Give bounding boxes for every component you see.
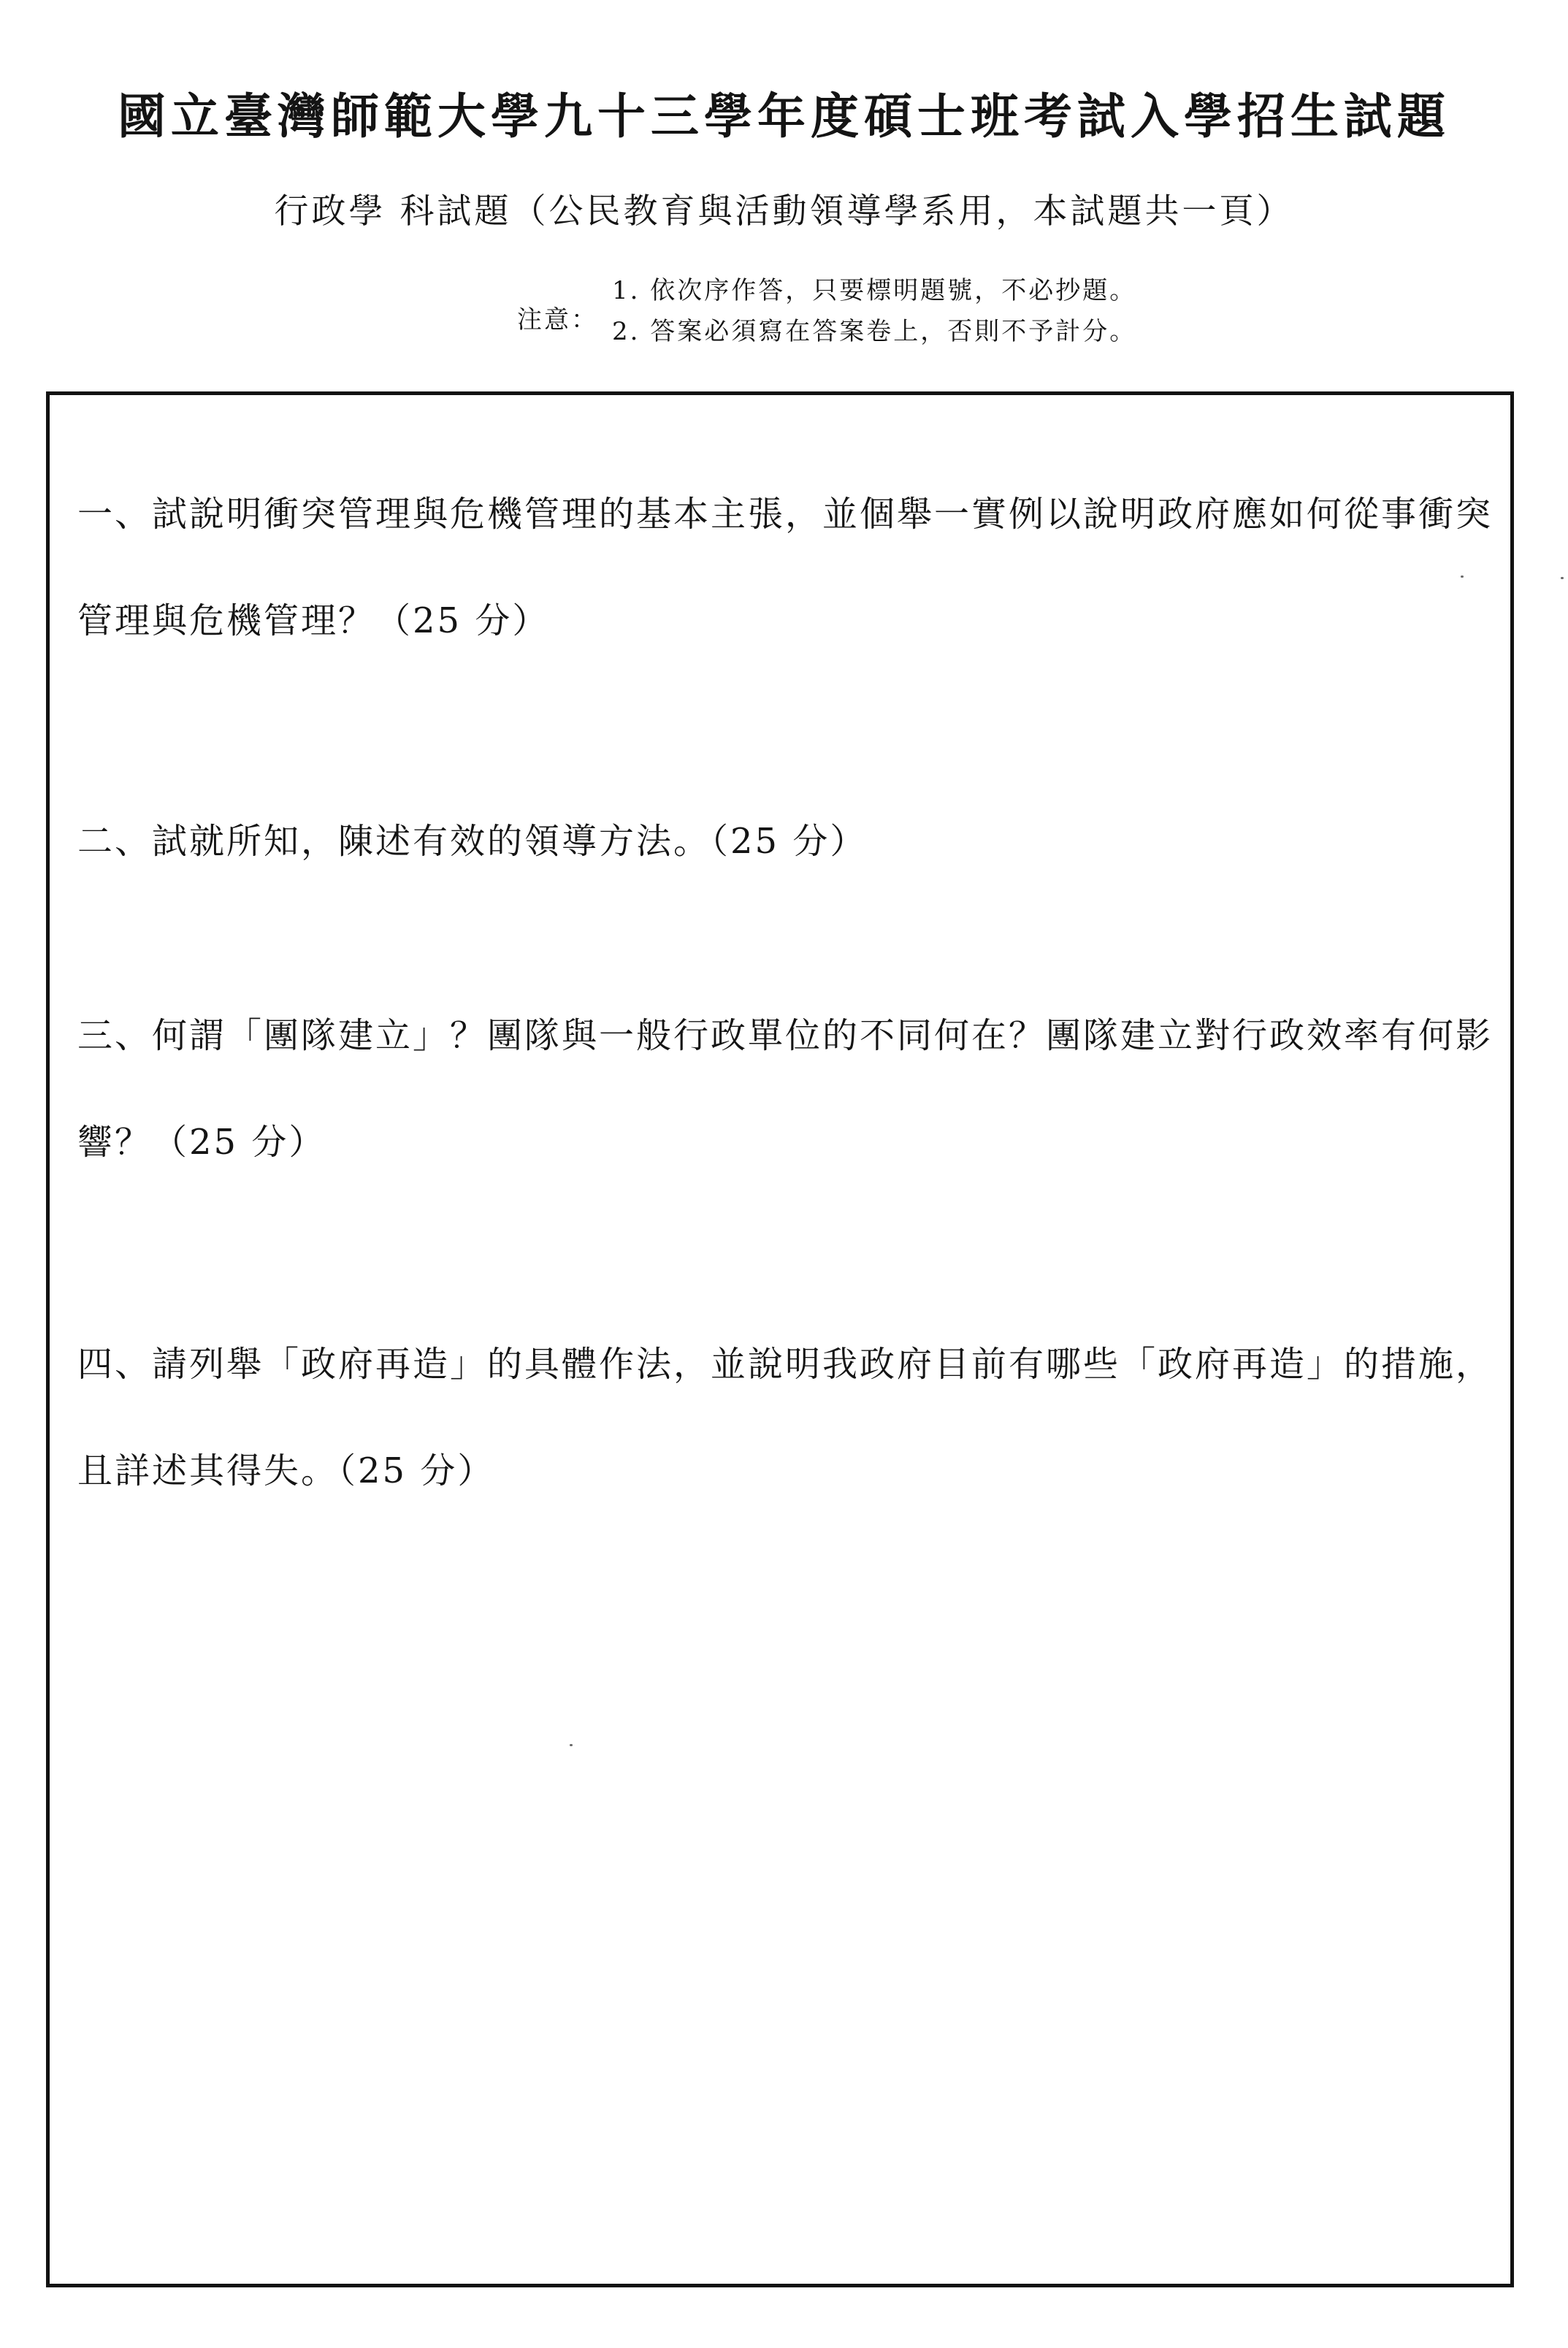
notice-item: 2. 答案必須寫在答案卷上，否則不予計分。 — [612, 317, 1137, 346]
question-1: 一、試說明衝突管理與危機管理的基本主張，並個舉一實例以說明政府應如何從事衝突管理與危機管理？（25 分） — [77, 494, 1494, 641]
question-2: 二、試就所知，陳述有效的領導方法。（25 分） — [77, 821, 868, 862]
notice-item: 1. 依次序作答，只要標明題號，不必抄題。 — [612, 276, 1137, 305]
notice-list — [612, 270, 1136, 352]
notice-label: 注意： — [517, 305, 598, 334]
question-box — [46, 391, 1514, 2287]
scan-speck — [1561, 577, 1564, 579]
scan-speck — [1461, 575, 1464, 578]
question-4: 四、請列舉「政府再造」的具體作法，並說明我政府目前有哪些「政府再造」的措施，且詳述其得失。（25 分） — [77, 1344, 1494, 1491]
exam-title: 國立臺灣師範大學九十三學年度碩士班考試入學招生試題 — [118, 88, 1450, 145]
scan-speck — [570, 1744, 573, 1746]
notice-block — [517, 270, 1320, 358]
exam-subtitle: 行政學 科試題（公民教育與活動領導學系用，本試題共一頁） — [274, 191, 1294, 232]
question-3: 三、何謂「團隊建立」？團隊與一般行政單位的不同何在？團隊建立對行政效率有何影響？（25 分） — [77, 1015, 1494, 1163]
